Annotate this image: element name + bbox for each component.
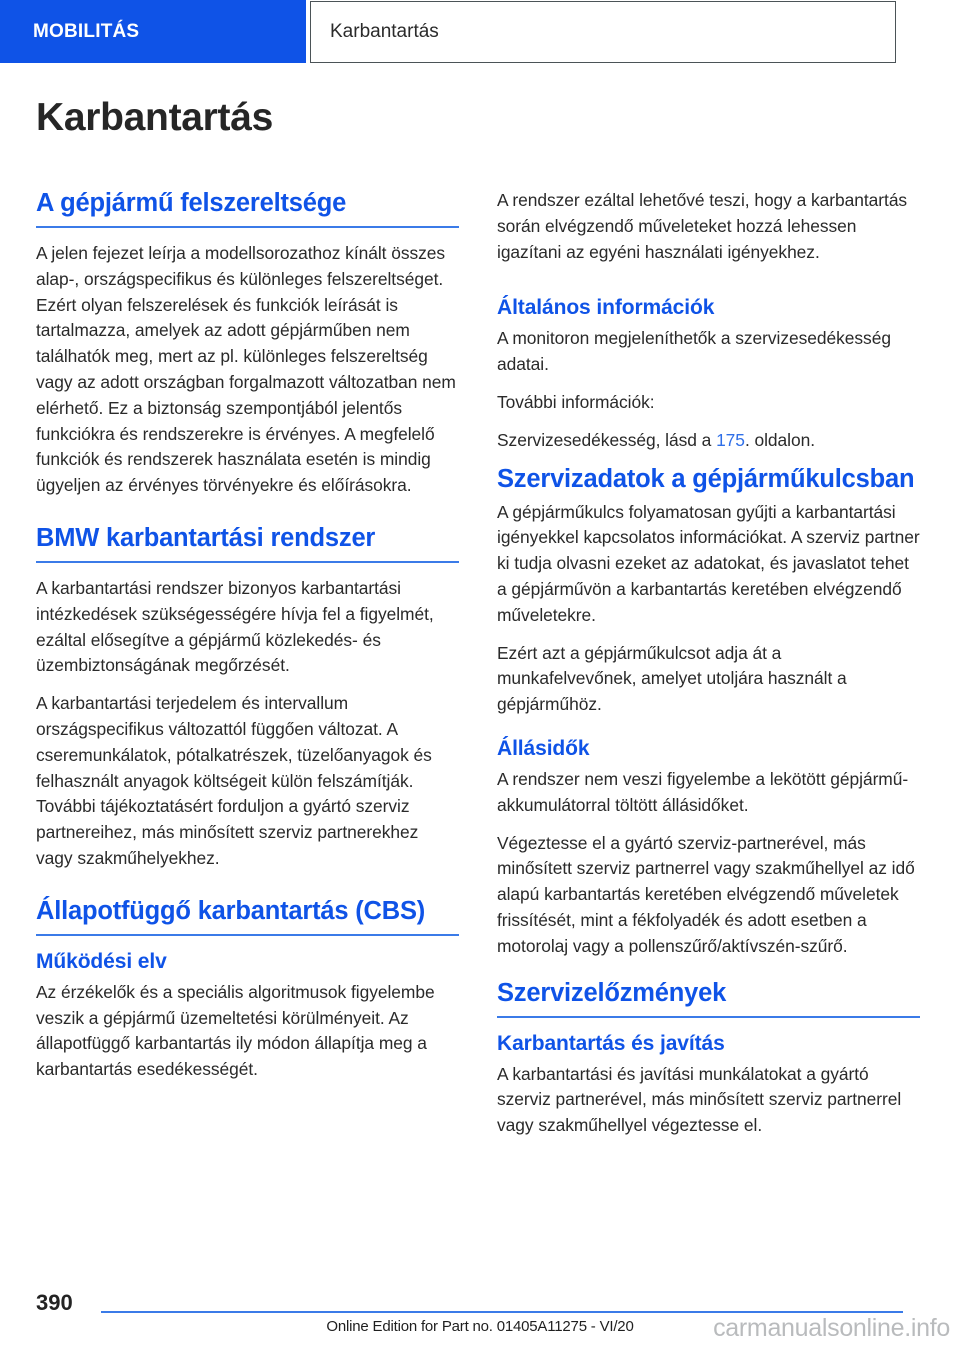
subsection-heading: Általános információk bbox=[497, 296, 715, 320]
section-paragraph: A monitoron megjeleníthetők a szervizesedékesség adatai. bbox=[497, 328, 891, 375]
section-tab[interactable] bbox=[310, 1, 896, 63]
section-heading: BMW karbantartási rendszer bbox=[36, 523, 459, 563]
page-footer bbox=[0, 1272, 960, 1362]
left-column bbox=[36, 188, 459, 1139]
section-paragraph: Ezért azt a gépjárműkulcsot adja át a munkafelvevőnek, amelyet utoljára használt a gépjárműhöz. bbox=[497, 642, 847, 715]
section-spacer bbox=[36, 499, 459, 523]
section-spacer bbox=[497, 718, 920, 736]
edition-notice: Online Edition for Part no. 01405A11275 - VI/20 bbox=[326, 1318, 634, 1335]
section-paragraph: A karbantartási rendszer bizonyos karbantartási intézkedések szükségességére hívja fel a figyelmét, ezáltal elősegítve a gépjármű közlekedés- és üzembiztonságának megőrzését. bbox=[36, 577, 434, 676]
section-spacer bbox=[497, 454, 920, 464]
subsection-heading: Működési elv bbox=[36, 949, 167, 973]
section-paragraph: Az érzékelők és a speciális algoritmusok figyelembe veszik a gépjármű üzemeltetési körülményeit. Az állapotfüggő karbantartás ily módon állapítja meg a karbantartás esedékességét. bbox=[36, 981, 435, 1080]
section-paragraph: A gépjárműkulcs folyamatosan gyűjti a karbantartási igényekkel kapcsolatos információkat. A szerviz partner ki tudja olvasni ezeket az adatokat, és javaslatot tehet a gépjárművön a karbantartás keretében elvégzendő műveletekre. bbox=[497, 501, 920, 625]
continuation-paragraph: A rendszer ezáltal lehetővé teszi, hogy a karbantartás során elvégzendő műveleteket hozzá lehessen igazítani az egyéni használati igényekhez. bbox=[497, 190, 908, 262]
section-spacer bbox=[497, 277, 920, 295]
site-watermark: carmanualsonline.info bbox=[713, 1314, 950, 1342]
section-spacer bbox=[36, 872, 459, 896]
cross-reference-page-link[interactable]: 175 bbox=[716, 429, 745, 450]
cross-reference-suffix: . oldalon. bbox=[744, 429, 816, 450]
section-bmw-maintenance-system bbox=[36, 523, 459, 872]
section-paragraph: Végeztesse el a gyártó szerviz-partnerével, más minősített szerviz partnerrel vagy szakműhellyel az idő alapú karbantartás keretében elvégzendő műveletek frissítését, mint a fékfolyadék és adott esetben a motorolaj vagy a pollenszűrő/aktívszén-szűrő. bbox=[497, 832, 915, 956]
section-general-information bbox=[497, 295, 920, 453]
footer-divider bbox=[101, 1311, 903, 1313]
section-service-history bbox=[497, 978, 920, 1139]
section-heading: A gépjármű felszereltsége bbox=[36, 188, 459, 228]
section-paragraph: A jelen fejezet leírja a modellsorozathoz kínált összes alap-, országspecifikus és különleges felszereltséget. Ezért olyan felszerelések és funkciók leírását is tartalmazza, amelyek az adott gépjárműben nem találhatók meg, mert az pl. különleges felszereltség vagy az adott országban forgalmazott változatban nem elérhető. Ez a biztonság szempontjából jelentős funkciókra és rendszerekre is érvényes. A megfelelő funkciók és rendszerek használata esetén is mindig ügyeljen az érvényes törvényekre és előírásokra. bbox=[36, 243, 456, 496]
page-title: Karbantartás bbox=[36, 96, 273, 139]
chapter-tab-label: MOBILITÁS bbox=[33, 20, 140, 42]
section-heading: Állapotfüggő karbantartás (CBS) bbox=[36, 896, 459, 936]
section-spacer bbox=[497, 960, 920, 978]
content-columns bbox=[0, 188, 960, 1139]
section-standstill-periods bbox=[497, 736, 920, 960]
section-paragraph: A karbantartási terjedelem és intervallum országspecifikus változattól függően változat. A cseremunkálatok, pótalkatrészek, tüzelőanyagok és felhasznált anyagok költségeit külön felszámítják. További tájékoztatásért forduljon a gyártó szerviz partnereihez, más minősített szerviz partnerekhez vagy szakműhelyekhez. bbox=[36, 693, 432, 868]
cross-reference-line bbox=[497, 428, 920, 454]
section-service-data-in-key bbox=[497, 464, 920, 718]
section-paragraph: További információk: bbox=[497, 391, 655, 412]
section-paragraph: A karbantartási és javítási munkálatokat a gyártó szerviz partnerével, más minősített szerviz partnerrel vagy szakműhellyel végeztesse el. bbox=[497, 1063, 902, 1136]
section-paragraph: A rendszer nem veszi figyelembe a lekötött gépjármű-akkumulátorral töltött állásidőket. bbox=[497, 768, 909, 815]
section-vehicle-equipment bbox=[36, 188, 459, 499]
section-condition-based-service bbox=[36, 896, 459, 1083]
right-column bbox=[497, 188, 920, 1139]
subsection-heading: Karbantartás és javítás bbox=[497, 1031, 725, 1055]
chapter-tab[interactable] bbox=[0, 0, 306, 63]
section-tab-label: Karbantartás bbox=[330, 21, 439, 42]
section-heading: Szervizelőzmények bbox=[497, 978, 920, 1018]
subsection-heading: Állásidők bbox=[497, 736, 590, 760]
page-header bbox=[0, 0, 960, 66]
page-number: 390 bbox=[36, 1290, 73, 1315]
cross-reference-prefix: Szervizesedékesség, lásd a bbox=[497, 429, 717, 450]
section-heading: Szervizadatok a gépjárműkulcsban bbox=[497, 464, 915, 493]
